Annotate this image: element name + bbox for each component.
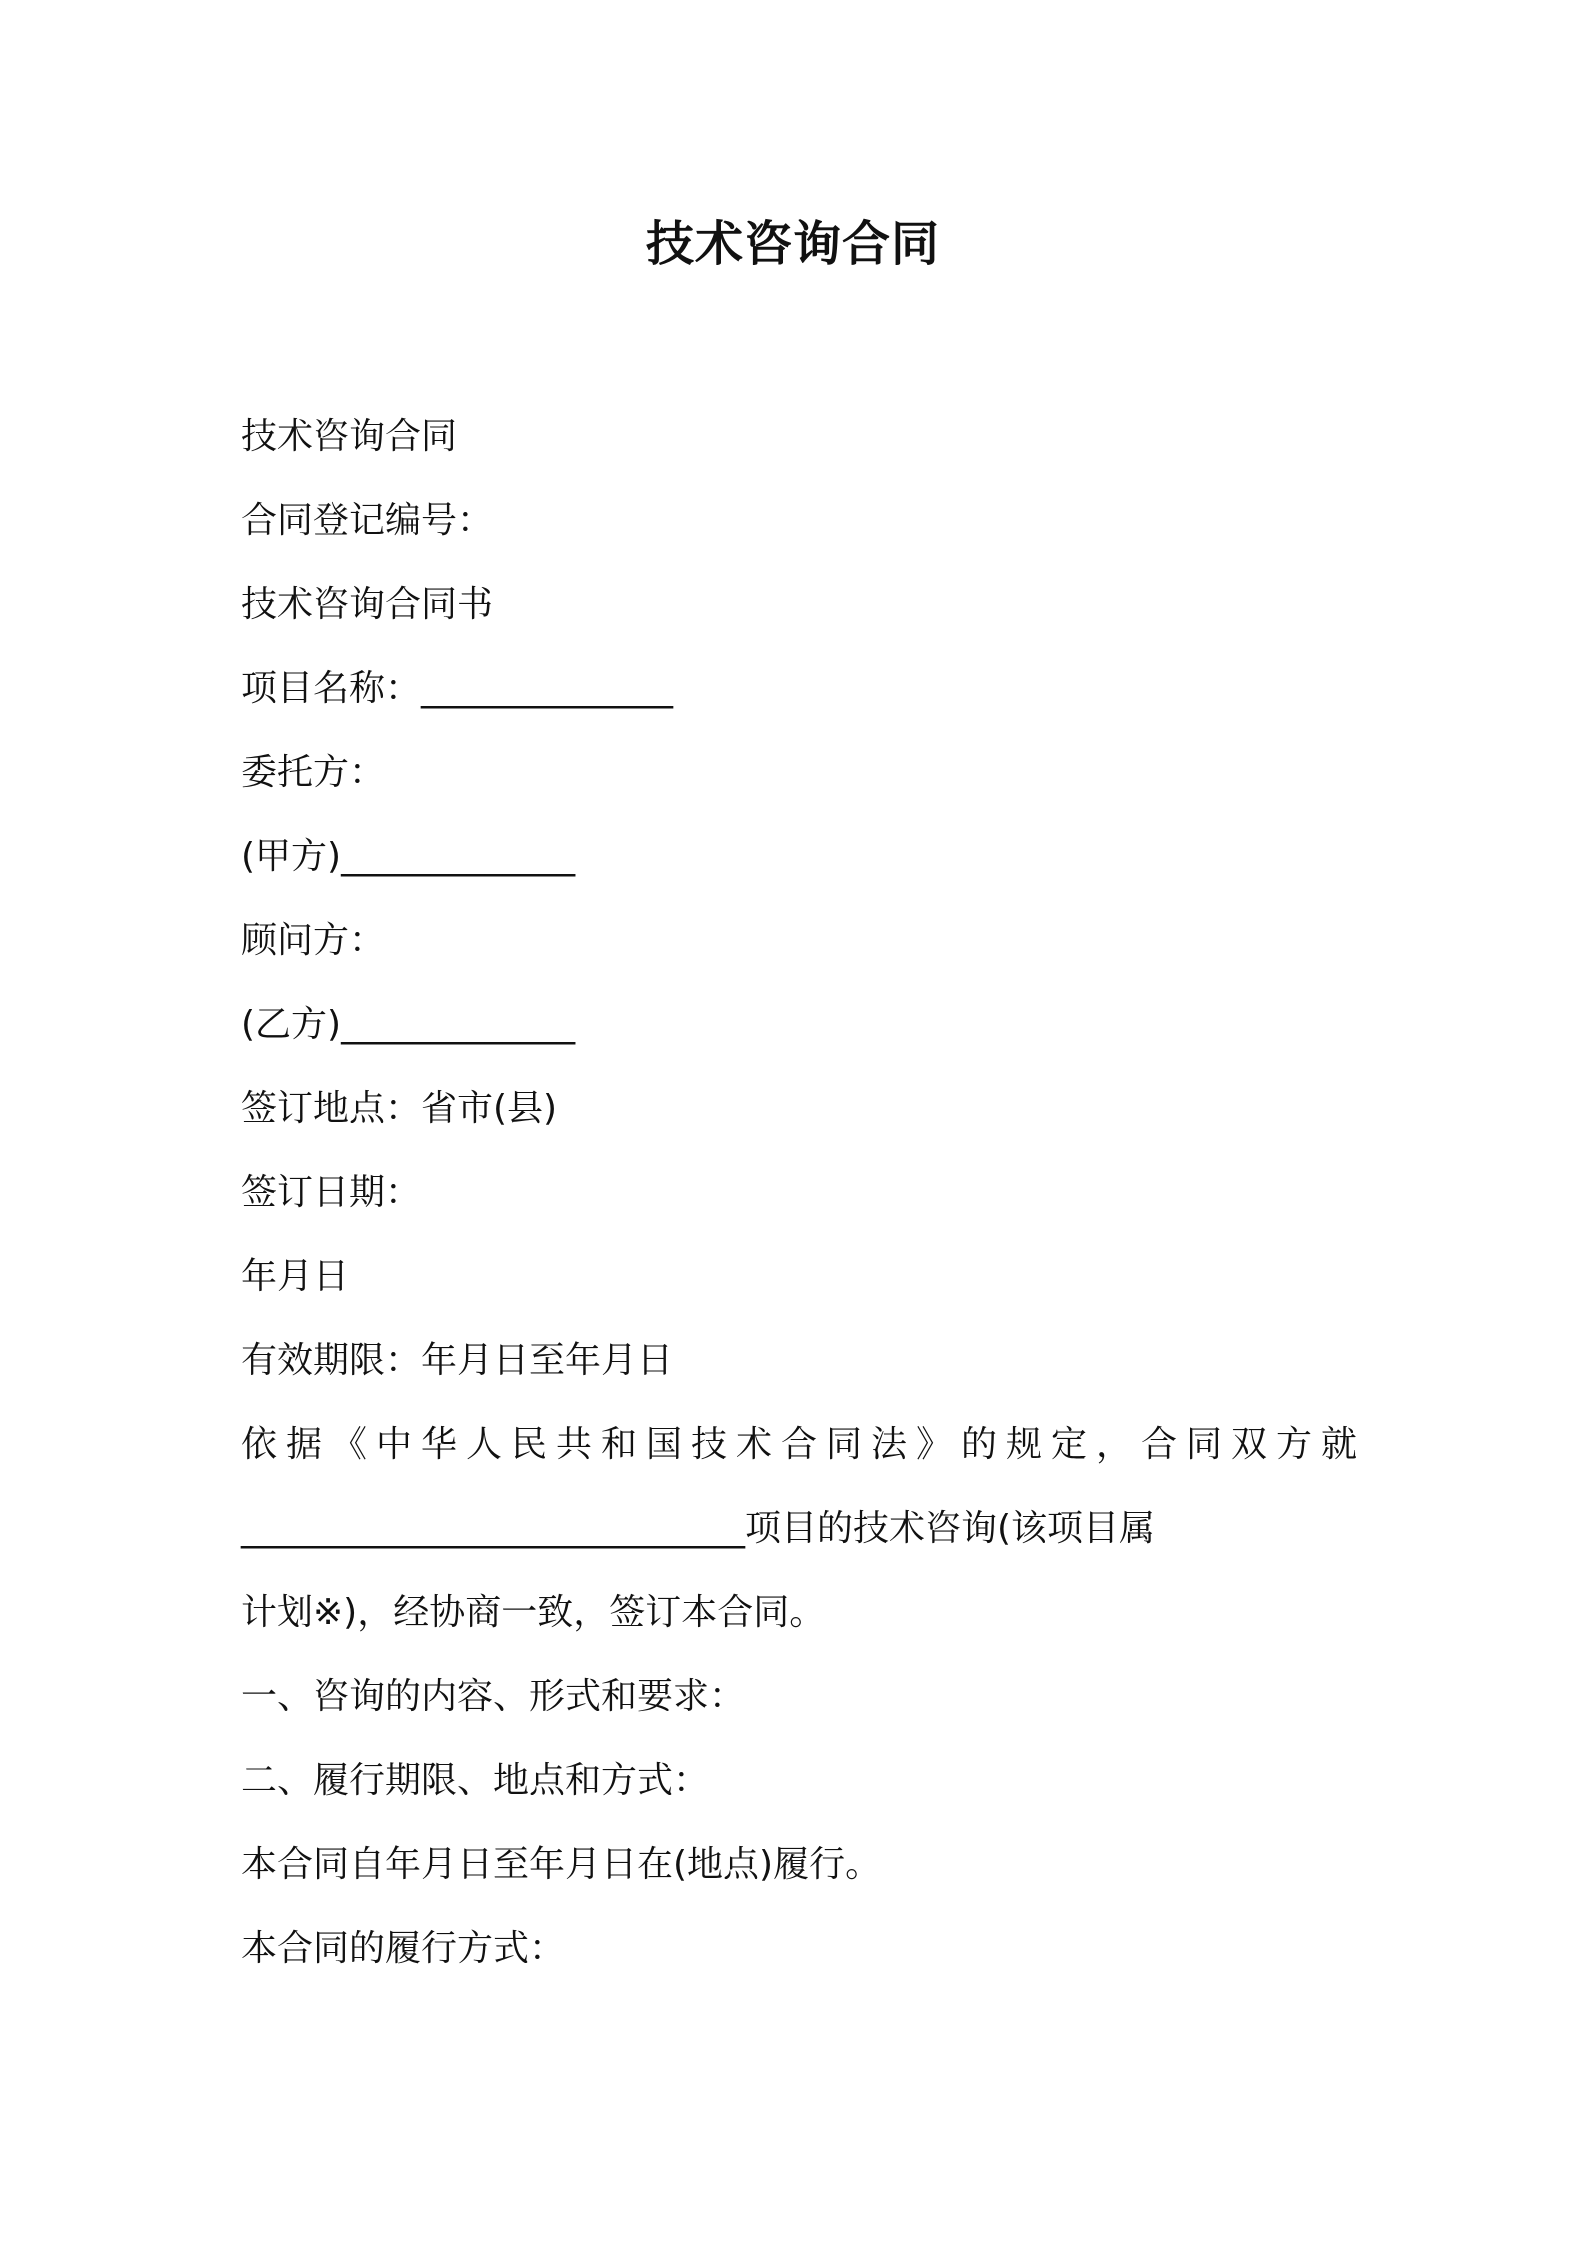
doc-line-section-two: 二、履行期限、地点和方式： [241,1760,710,1801]
doc-line-registration-number: 合同登记编号： [241,500,494,541]
doc-line-performance-period: 本合同自年月日至年月日在(地点)履行。 [241,1844,882,1885]
doc-line-legal-basis: 依据《中华人民共和国技术合同法》的规定，合同双方就 [241,1424,1367,1465]
doc-line-party-a: (甲方)_____________ [241,836,576,877]
doc-line-contract-book: 技术咨询合同书 [241,584,494,625]
document-title: 技术咨询合同 [645,216,940,272]
doc-line-client: 委托方： [241,752,386,793]
doc-line-party-b: (乙方)_____________ [241,1004,576,1045]
doc-line-consultant: 顾问方： [241,920,386,961]
doc-line-signing-date: 签订日期： [241,1172,422,1213]
doc-line-agreement: 计划※)，经协商一致，签订本合同。 [241,1592,826,1633]
doc-line-date-placeholder: 年月日 [241,1256,350,1297]
doc-line-performance-method: 本合同的履行方式： [241,1928,566,1969]
doc-line-project-consulting: ____________________________项目的技术咨询(该项目属 [241,1508,1156,1549]
doc-line-project-name: 项目名称：______________ [241,668,674,709]
doc-line-contract-name: 技术咨询合同 [241,416,458,457]
doc-line-section-one: 一、咨询的内容、形式和要求： [241,1676,746,1717]
doc-line-validity-period: 有效期限：年月日至年月日 [241,1340,674,1381]
doc-line-signing-place: 签订地点：省市(县) [241,1088,558,1129]
